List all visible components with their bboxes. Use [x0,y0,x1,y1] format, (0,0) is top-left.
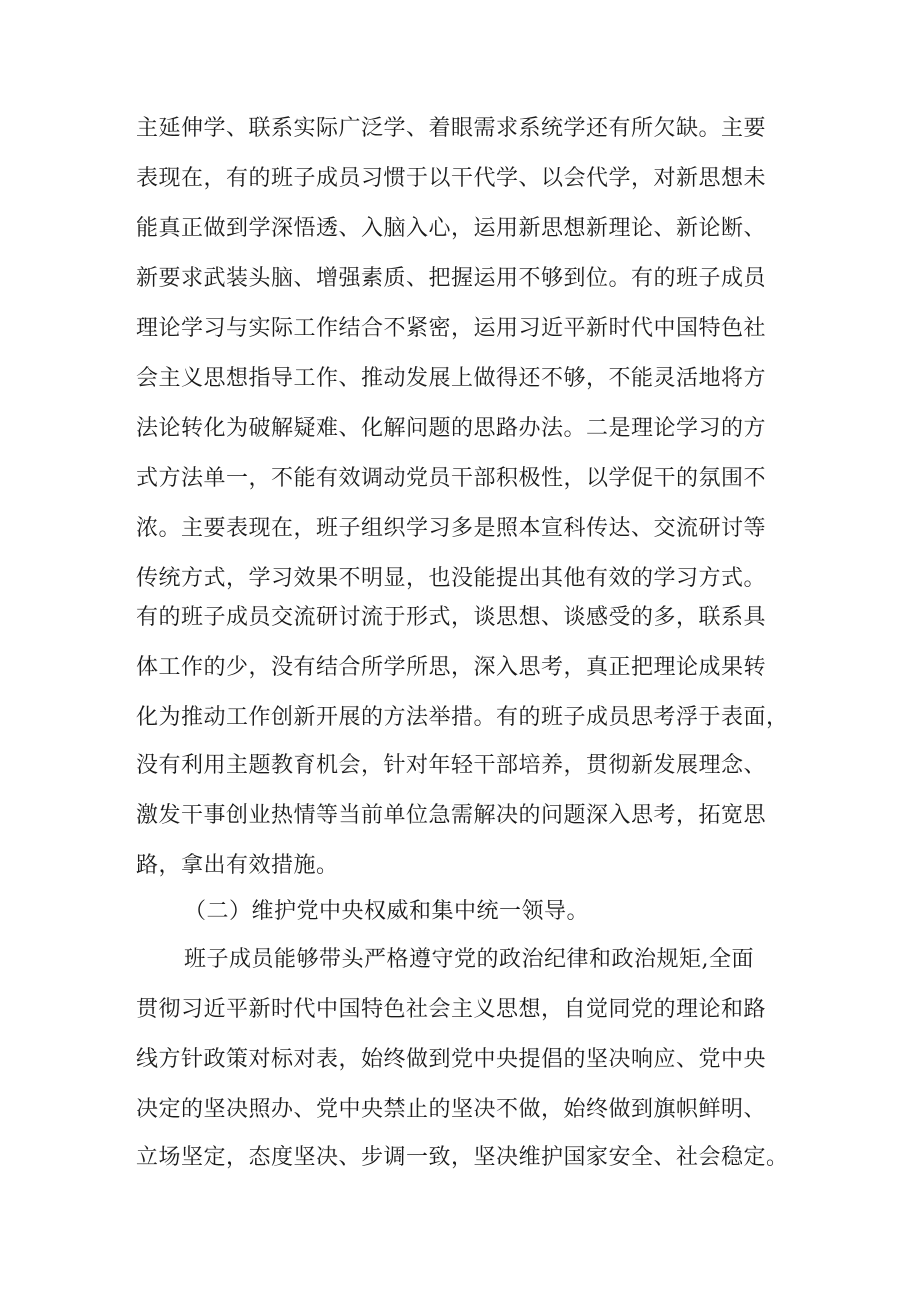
text-line: 浓。主要表现在，班子组织学习多是照本宣科传达、交流研讨等 [136,516,767,541]
text-line: 班子成员能够带头严格遵守党的政治纪律和政治规矩,全面 [184,947,754,972]
text-line: 贯彻习近平新时代中国特色社会主义思想，自觉同党的理论和路 [136,997,767,1022]
text-line: 传统方式，学习效果不明显，也没能提出其他有效的学习方式。 [136,566,767,591]
text-line: 路，拿出有效措施。 [136,853,339,878]
text-line: 主延伸学、联系实际广泛学、着眼需求系统学还有所欠缺。主要 [136,116,767,141]
text-line: 线方针政策对标对表，始终做到党中央提倡的坚决响应、党中央 [136,1047,767,1072]
text-line: 新要求武装头脑、增强素质、把握运用不够到位。有的班子成员 [136,266,767,291]
text-line: 有的班子成员交流研讨流于形式，谈思想、谈感受的多，联系具 [136,605,767,630]
text-line: 式方法单一，不能有效调动党员干部积极性，以学促干的氛围不 [136,466,767,491]
text-line: 决定的坚决照办、党中央禁止的坚决不做，始终做到旗帜鲜明、 [136,1097,767,1122]
text-line: 能真正做到学深悟透、入脑入心，运用新思想新理论、新论断、 [136,216,767,241]
text-line: 激发干事创业热情等当前单位急需解决的问题深入思考，拓宽思 [136,803,767,828]
text-line: 会主义思想指导工作、推动发展上做得还不够，不能灵活地将方 [136,366,767,391]
text-line: 理论学习与实际工作结合不紧密，运用习近平新时代中国特色社 [136,316,767,341]
text-line: 法论转化为破解疑难、化解问题的思路办法。二是理论学习的方 [136,416,767,441]
section-heading: （二）维护党中央权威和集中统一领导。 [184,899,590,924]
text-line: 体工作的少，没有结合所学所思，深入思考，真正把理论成果转 [136,655,767,680]
text-line: 立场坚定，态度坚决、步调一致，坚决维护国家安全、社会稳定。 [136,1145,789,1170]
text-line: 表现在，有的班子成员习惯于以干代学、以会代学，对新思想未 [136,166,767,191]
text-line: 化为推动工作创新开展的方法举措。有的班子成员思考浮于表面， [136,705,789,730]
text-line: 没有利用主题教育机会，针对年轻干部培养，贯彻新发展理念、 [136,753,767,778]
